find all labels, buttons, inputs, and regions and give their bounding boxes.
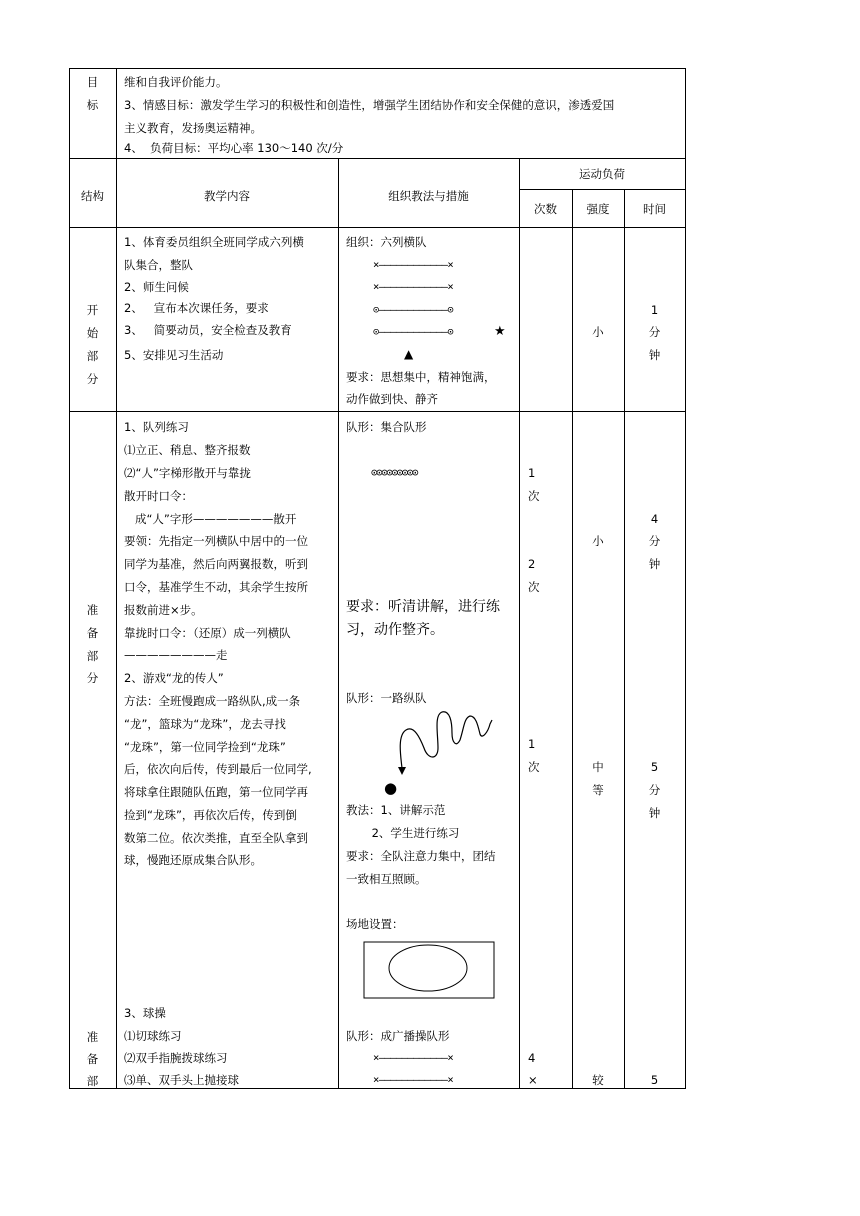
prep-time-char: 5: [650, 760, 659, 774]
start-content-line: 3、 简要动员，安全检查及教育: [124, 323, 292, 337]
prep-label-char: 备: [86, 626, 99, 640]
start-content-line: 队集合，整队: [124, 258, 193, 272]
header-content: 教学内容: [204, 189, 250, 203]
prep-label-char: 部: [86, 649, 99, 663]
field-rectangle: [364, 942, 494, 998]
goal-line: 4、 负荷目标：平均心率 130～140 次/分: [124, 141, 344, 155]
start-intensity: 小: [592, 325, 604, 339]
prep-intensity: 等: [592, 783, 604, 797]
start-method-title: 组织：六列横队: [346, 235, 427, 249]
prep-content-line: “龙”，篮球为“龙珠”，龙去寻找: [124, 717, 286, 731]
prep-count: 次: [528, 489, 540, 503]
prep-time-char: 钟: [648, 557, 661, 571]
prep2-content-line: ⑵双手指腕拨球练习: [124, 1051, 228, 1065]
start-content-line: 2、 宣布本次课任务，要求: [124, 301, 269, 315]
gathering-circles: ⊙⊙⊙⊙⊙⊙⊙⊙⊙: [371, 466, 418, 479]
prep-count: 2: [528, 557, 536, 571]
ball-icon: ●: [384, 779, 398, 797]
prep-intensity: 小: [592, 534, 604, 548]
prep2-content-line: ⑴切球练习: [124, 1029, 182, 1043]
prep-content-line: ————————走: [124, 648, 228, 662]
start-label-char: 开: [86, 303, 99, 317]
prep-requirement2: 要求：全队注意力集中，团结: [346, 849, 496, 863]
header-load: 运动负荷: [579, 167, 625, 181]
start-time-char: 1: [650, 303, 659, 317]
start-requirement: 要求：思想集中，精神饱满，: [346, 370, 496, 384]
prep-content-line: 捡到“龙珠”，再依次后传，传到倒: [124, 808, 297, 822]
prep-content-line: ⑵“人”字梯形散开与靠拢: [124, 466, 251, 480]
prep-content-line: 数第二位。依次类推，直至全队拿到: [124, 831, 308, 845]
prep-content-line: 散开时口令：: [124, 489, 193, 503]
prep-content-line: 口令，基准学生不动，其余学生按所: [124, 580, 308, 594]
header-intensity: 强度: [586, 202, 610, 216]
header-time: 时间: [643, 202, 666, 216]
teaching-method: 2、学生进行练习: [346, 826, 460, 840]
prep-count: 次: [528, 580, 540, 594]
prep-time-char: 钟: [648, 806, 661, 820]
prep-label-char: 分: [86, 671, 99, 685]
prep-content-line: 方法：全班慢跑成一路纵队,成一条: [124, 694, 301, 708]
formation-row: ⊙————————————⊙: [373, 326, 454, 338]
prep-content-line: 要领：先指定一列横队中居中的一位: [124, 534, 308, 548]
header-count: 次数: [534, 202, 557, 216]
header-structure: 结构: [81, 189, 104, 203]
goal-line: 3、情感目标：激发学生学习的积极性和创造性，增强学生团结协作和安全保健的意识，渗透爱国: [124, 98, 615, 112]
prep2-content-line: 3、球操: [124, 1006, 166, 1020]
prep-label-char: 准: [86, 603, 99, 617]
prep-count: 次: [528, 760, 540, 774]
prep2-count: ×: [528, 1073, 538, 1087]
formation-row: ×————————————×: [373, 1052, 454, 1064]
formation-row: ×————————————×: [373, 1074, 454, 1086]
goal-line: 维和自我评价能力。: [124, 75, 228, 89]
prep-content-line: 将球拿住跟随队伍跑，第一位同学再: [124, 785, 308, 799]
prep-content-line: 球，慢跑还原成集合队形。: [124, 853, 262, 867]
start-content-line: 1、体育委员组织全班同学成六列横: [124, 235, 304, 249]
prep-content-line: 靠拢时口令：（还原）成一列横队: [124, 626, 291, 640]
prep-requirement2: 一致相互照顾。: [346, 872, 427, 886]
prep2-label-char: 部: [86, 1074, 99, 1088]
prep-content-line: “龙珠”，第一位同学捡到“龙珠”: [124, 740, 286, 754]
prep2-count: 4: [528, 1051, 536, 1065]
prep-time-char: 4: [650, 512, 659, 526]
start-label-char: 分: [86, 372, 99, 386]
prep2-method-title: 队形：成广播操队形: [346, 1029, 450, 1043]
teaching-method: 教法：1、讲解示范: [346, 803, 446, 817]
prep-content-line: 同学为基准，然后向两翼报数，听到: [124, 557, 308, 571]
prep-count: 1: [528, 737, 536, 751]
goal-line: 主义教育，发扬奥运精神。: [124, 121, 262, 135]
prep-content-line: ⑴立正、稍息、整齐报数: [124, 443, 251, 457]
prep-content-line: 成“人”字形———————散开: [124, 512, 297, 526]
start-content-line: 5、安排见习生活动: [124, 348, 224, 362]
start-time-char: 分: [648, 325, 661, 339]
prep-requirement1: 要求：听清讲解，进行练: [346, 599, 500, 615]
prep2-label-char: 备: [86, 1052, 99, 1066]
field-setup-label: 场地设置：: [346, 917, 404, 931]
prep-time-char: 分: [648, 783, 661, 797]
formation-row: ×————————————×: [373, 259, 454, 271]
prep-method2-title: 队形：一路纵队: [346, 691, 427, 705]
field-oval: [389, 945, 467, 991]
prep-method1-title: 队形：集合队形: [346, 420, 427, 434]
prep-time-char: 分: [648, 534, 661, 548]
prep-content-line: 1、队列练习: [124, 420, 189, 434]
prep2-label-char: 准: [86, 1030, 99, 1044]
teacher-star-icon: ★: [494, 324, 506, 339]
formation-row: ×————————————×: [373, 281, 454, 293]
formation-row: ⊙————————————⊙: [373, 304, 454, 316]
header-method: 组织教法与措施: [388, 189, 469, 203]
prep-content-line: 2、游戏“龙的传人”: [124, 671, 224, 685]
prep2-time: 5: [650, 1073, 659, 1087]
teacher-triangle-icon: ▲: [404, 347, 414, 361]
dragon-run-path: [400, 712, 492, 768]
prep-intensity: 中: [592, 760, 604, 774]
prep-content-line: 后，依次向后传，传到最后一位同学,: [124, 762, 312, 776]
start-label-char: 始: [86, 326, 99, 340]
start-content-line: 2、师生问候: [124, 280, 189, 294]
prep-count: 1: [528, 466, 536, 480]
prep2-intensity: 较: [592, 1073, 604, 1087]
prep-requirement1: 习，动作整齐。: [346, 622, 444, 638]
start-time-char: 钟: [648, 348, 661, 362]
start-requirement: 动作做到快、静齐: [346, 392, 438, 406]
start-label-char: 部: [86, 349, 99, 363]
goal-label-char: 目: [86, 75, 99, 89]
prep-content-line: 报数前进×步。: [124, 603, 203, 617]
dragon-arrow-head: [398, 767, 406, 775]
prep2-content-line: ⑶单、双手头上抛接球: [124, 1073, 239, 1087]
goal-label-char: 标: [86, 98, 99, 112]
